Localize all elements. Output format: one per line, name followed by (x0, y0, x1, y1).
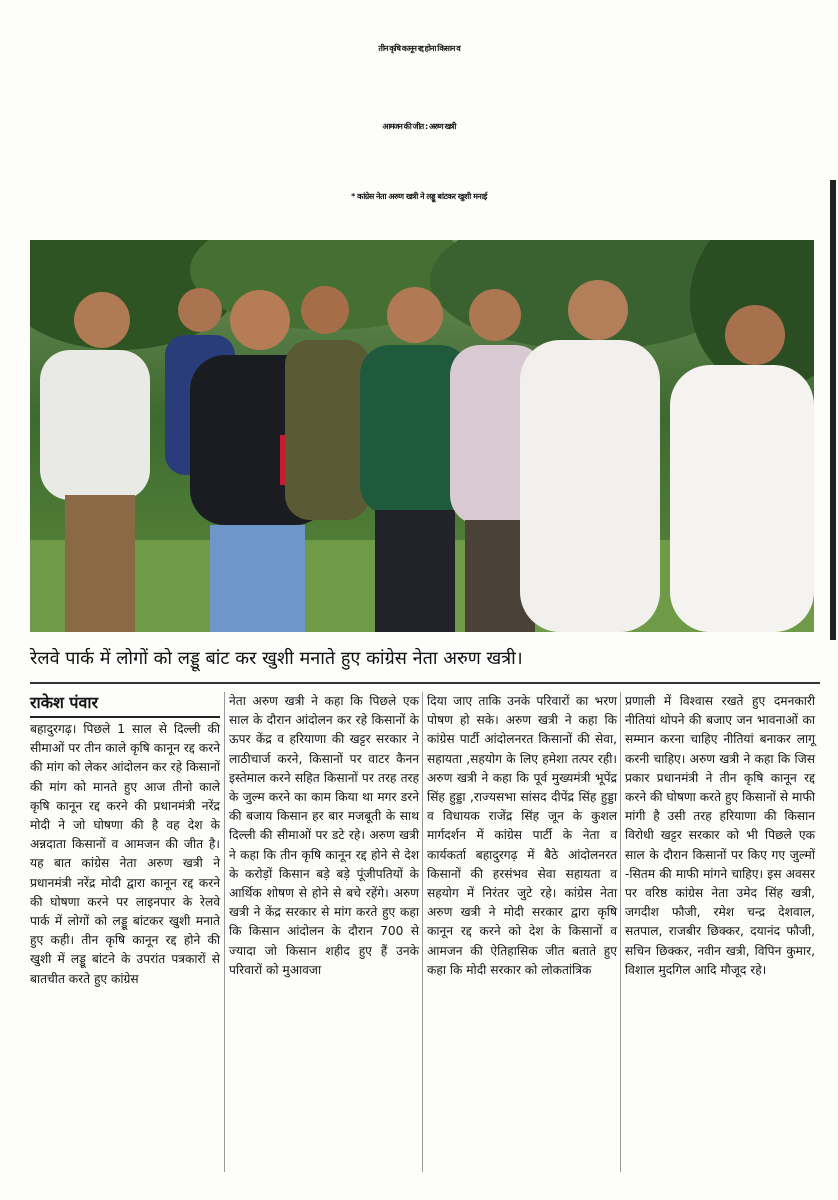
article-text: बहादुरगढ़। पिछले 1 साल से दिल्ली की सीमाओं पर तीन काले कृषि कानून रद्द करने की मांग को लेकर आंदोलन कर रहे किसानों की मांग को मानते हुए आज तीनो काले कृषि कानून रद्द करने की प्रधानमंत्री नरेंद्र मोदी ने जो घोषणा की है वह देश के अन्नदाता किसानों व आमजन की जीत है। यह बात कांग्रेस नेता अरुण खत्री ने प्रधानमंत्री नरेंद्र मोदी द्वारा कानून रद्द करने की घोषणा करने पर लाइनपार के रेलवे पार्क में लोगों को लड्डू बांटकर खुशी मनाते हुए कही। तीन कृषि कानून रद्द होने की खुशी में लड्डू बांटने के उपरांत पत्रकारों से बातचीत करते हुए कांग्रेस (30, 722, 220, 986)
headline-line-1: तीन कृषि कानून रद्द होना किसान व (378, 44, 460, 53)
news-photo (30, 240, 814, 632)
article-text: नेता अरुण खत्री ने कहा कि पिछले एक साल के दौरान आंदोलन कर रहे किसानों के ऊपर केंद्र व हरियाणा की खट्टर सरकार ने लाठीचार्ज करने, किसानों पर वाटर कैनन इस्तेमाल करने सहित किसानों पर तरह तरह के जुल्म करने का काम किया था मगर डरने की बजाय किसान हर बार मजबूती के साथ दिल्ली की सीमाओं पर डटे रहे। अरुण खत्री ने कहा कि तीन कृषि कानून रद्द होने से देश के करोड़ों किसान बड़े बड़े पूंजीपतियों के आर्थिक शोषण से होने से बचे रहेंगे। अरुण खत्री ने केंद्र सरकार से मांग करते हुए कहा कि किसान आंदोलन के दौरान 700 से ज्यादा जो किसान शहीद हुए हैं उनके परिवारों को मुआवजा (229, 694, 419, 977)
photo-illustration (30, 240, 814, 632)
column-divider (422, 692, 423, 1172)
column-divider (620, 692, 621, 1172)
article-text: दिया जाए ताकि उनके परिवारों का भरण पोषण हो सके। अरुण खत्री ने कहा कि कांग्रेस पार्टी आंदोलनरत किसानों की सेवा, सहायता ,सहयोग के लिए हमेशा तत्पर रही। अरुण खत्री ने कहा कि पूर्व मुख्यमंत्री भूपेंद्र सिंह हुड्डा ,राज्यसभा सांसद दीपेंद्र सिंह हुड्डा व विधायक राजेंद्र सिंह जून के कुशल मार्गदर्शन में कांग्रेस पार्टी के नेता व कार्यकर्ता बहादुरगढ़ में बैठे आंदोलनरत किसानों की हरसंभव सेवा सहायता व सहयोग में निरंतर जुटे रहे। कांग्रेस नेता अरुण खत्री ने मोदी सरकार द्वारा कृषि कानून रद्द करने को देश के किसानों व आमजन की ऐतिहासिक जीत बताते हुए कहा कि मोदी सरकार को लोकतांत्रिक (427, 694, 617, 977)
article-column-4 (625, 692, 815, 980)
article-column-2 (229, 692, 419, 980)
article-text: प्रणाली में विश्वास रखते हुए दमनकारी नीतियां थोपने की बजाए जन भावनाओं का सम्मान करना चाहिए नीतियां बनाकर लागू करनी चाहिए। अरुण खत्री ने कहा कि जिस प्रकार प्रधानमंत्री ने तीन कृषि कानून रद्द करने की घोषणा करते हुए किसानों से माफी मांगी है उसी तरह हरियाणा की किसान विरोधी खट्टर सरकार को भी पिछले एक साल के दौरान किसानों पर किए गए जुल्मों -सितम की माफी मांगने चाहिए। इस अवसर पर वरिष्ठ कांग्रेस नेता उमेद सिंह खत्री, जगदीश फौजी, रमेश चन्द्र देशवाल, सतपाल, राजबीर छिक्कर, दयानंद फौजी, सचिन छिक्कर, नवीन खत्री, विपिन कुमार, विशाल मुदगिल आदि मौजूद रहे। (625, 694, 815, 977)
headline-line-2: आमजन की जीत : अरुण खत्री (382, 122, 456, 131)
caption-divider (30, 682, 820, 684)
article-column-1 (30, 692, 220, 989)
margin-rule (830, 180, 836, 640)
article-column-3 (427, 692, 617, 980)
column-divider (224, 692, 225, 1172)
photo-caption: रेलवे पार्क में लोगों को लड्डू बांट कर खुशी मनाते हुए कांग्रेस नेता अरुण खत्री। (30, 648, 523, 669)
byline: राकेश पंवार (30, 692, 220, 718)
subheading: * कांग्रेस नेता अरुण खत्री ने लड्डू बांटकर खुशी मनाई (351, 192, 487, 201)
